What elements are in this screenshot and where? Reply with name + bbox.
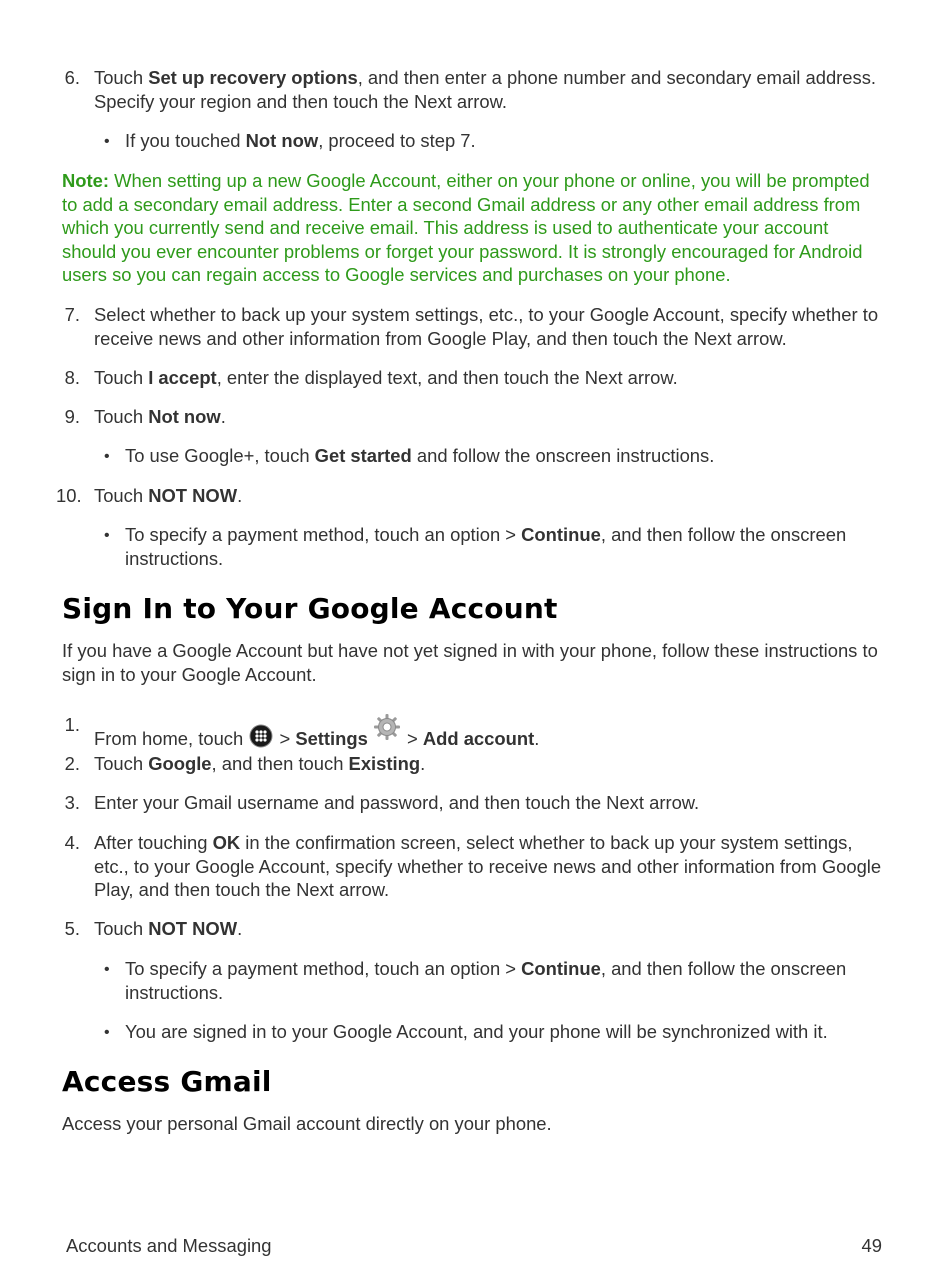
text-run: , and then touch	[211, 753, 349, 774]
signin-step-2-text	[94, 752, 884, 776]
text-run: To specify a payment method, touch an option >	[125, 524, 522, 545]
bold-term: Not now	[245, 130, 319, 151]
step-number: 2.	[64, 753, 80, 774]
bullet-marker: •	[104, 133, 110, 150]
text-run: , proceed to step 7.	[318, 130, 476, 151]
bold-term: Not now	[148, 406, 221, 427]
page-number: 49	[861, 1235, 882, 1256]
step-8-text	[94, 366, 884, 390]
signin-step-3-text: Enter your Gmail username and password, and then touch the Next arrow.	[94, 792, 700, 813]
bullet-signin-5b: You are signed in to your Google Account, and your phone will be synchronized with it.	[125, 1021, 828, 1042]
text-run: Touch	[94, 753, 149, 774]
text-run: , and then enter a phone number and secondary email address. Specify your region and then touch the Next arrow.	[94, 67, 877, 112]
bold-term: Existing	[348, 753, 421, 774]
footer-section-name: Accounts and Messaging	[66, 1235, 272, 1256]
bullet-step-10	[125, 523, 885, 570]
section-intro: Access your personal Gmail account directly on your phone.	[62, 1113, 552, 1134]
text-run: From home, touch	[94, 728, 249, 749]
bullet-marker: •	[104, 961, 110, 978]
text-run: .	[237, 485, 243, 506]
text-run: To use Google+, touch	[125, 445, 315, 466]
text-run: , enter the displayed text, and then touch the Next arrow.	[216, 367, 678, 388]
step-number: 6.	[64, 67, 80, 88]
bold-term: Google	[148, 753, 212, 774]
settings-gear-icon	[373, 713, 401, 747]
step-number: 10.	[56, 485, 82, 506]
text-run: in the confirmation screen, select whether to back up your system settings, etc., to your Google Account, specify whether to receive news and other information from Google Play, and then touch the Next arrow.	[94, 832, 882, 900]
step-number: 7.	[64, 304, 80, 325]
text-run: Touch	[94, 367, 149, 388]
bullet-marker: •	[104, 448, 110, 465]
step-10-text	[94, 484, 884, 508]
text-run: and follow the onscreen instructions.	[411, 445, 715, 466]
bold-term: NOT NOW	[148, 918, 238, 939]
apps-icon	[249, 724, 273, 754]
step-6-text	[94, 66, 884, 113]
text-run: Touch	[94, 67, 149, 88]
text-run: , and then follow the onscreen instructions.	[125, 958, 847, 1003]
bold-term: Add account	[422, 728, 535, 749]
section-heading-sign-in: Sign In to Your Google Account	[62, 592, 558, 625]
step-7-text: Select whether to back up your system settings, etc., to your Google Account, specify whether to receive news and other information from Google Play, and then touch the Next arrow.	[94, 304, 879, 349]
text-run: If you touched	[125, 130, 246, 151]
text-run: , and then follow the onscreen instructions.	[125, 524, 847, 569]
bold-term: Continue	[521, 524, 601, 545]
text-run: >	[401, 728, 423, 749]
text-run: To specify a payment method, touch an option >	[125, 958, 522, 979]
step-number: 1.	[64, 714, 80, 735]
step-number: 8.	[64, 367, 80, 388]
section-heading-access-gmail: Access Gmail	[62, 1065, 272, 1098]
text-run: .	[220, 406, 226, 427]
signin-step-5-text	[94, 917, 884, 941]
bold-term: Continue	[521, 958, 601, 979]
section-intro: If you have a Google Account but have not yet signed in with your phone, follow these instructions to sign in to your Google Account.	[62, 640, 878, 685]
step-number: 3.	[64, 792, 80, 813]
text-run: Touch	[94, 406, 149, 427]
bold-term: OK	[212, 832, 241, 853]
note-paragraph	[62, 169, 882, 287]
bullet-step-6	[125, 129, 885, 153]
bullet-marker: •	[104, 527, 110, 544]
step-number: 5.	[64, 918, 80, 939]
bold-term: Set up recovery options	[148, 67, 358, 88]
text-run: Touch	[94, 918, 149, 939]
signin-step-4-text	[94, 831, 884, 902]
text-run: .	[420, 753, 426, 774]
bold-term: I accept	[148, 367, 217, 388]
note-label: Note:	[62, 170, 109, 191]
signin-step-1-text	[94, 713, 884, 754]
bold-term: Get started	[314, 445, 412, 466]
text-run: After touching	[94, 832, 213, 853]
text-run: .	[237, 918, 243, 939]
bold-term: Settings	[295, 728, 368, 749]
step-number: 9.	[64, 406, 80, 427]
text-run: .	[534, 728, 540, 749]
step-9-text	[94, 405, 884, 429]
note-text: When setting up a new Google Account, either on your phone or online, you will be prompted to add a secondary email address. Enter a second Gmail address or any other email address from which you currently send and receive email. This address is used to authenticate your account should you ever encounter problems or forget your password. It is strongly encouraged for Android users so you can regain access to Google services and purchases on your phone.	[62, 170, 870, 285]
text-run: >	[274, 728, 296, 749]
bold-term: NOT NOW	[148, 485, 238, 506]
bullet-step-9	[125, 444, 885, 468]
bullet-marker: •	[104, 1024, 110, 1041]
step-number: 4.	[64, 832, 80, 853]
text-run: Touch	[94, 485, 149, 506]
bullet-signin-5a	[125, 957, 885, 1004]
